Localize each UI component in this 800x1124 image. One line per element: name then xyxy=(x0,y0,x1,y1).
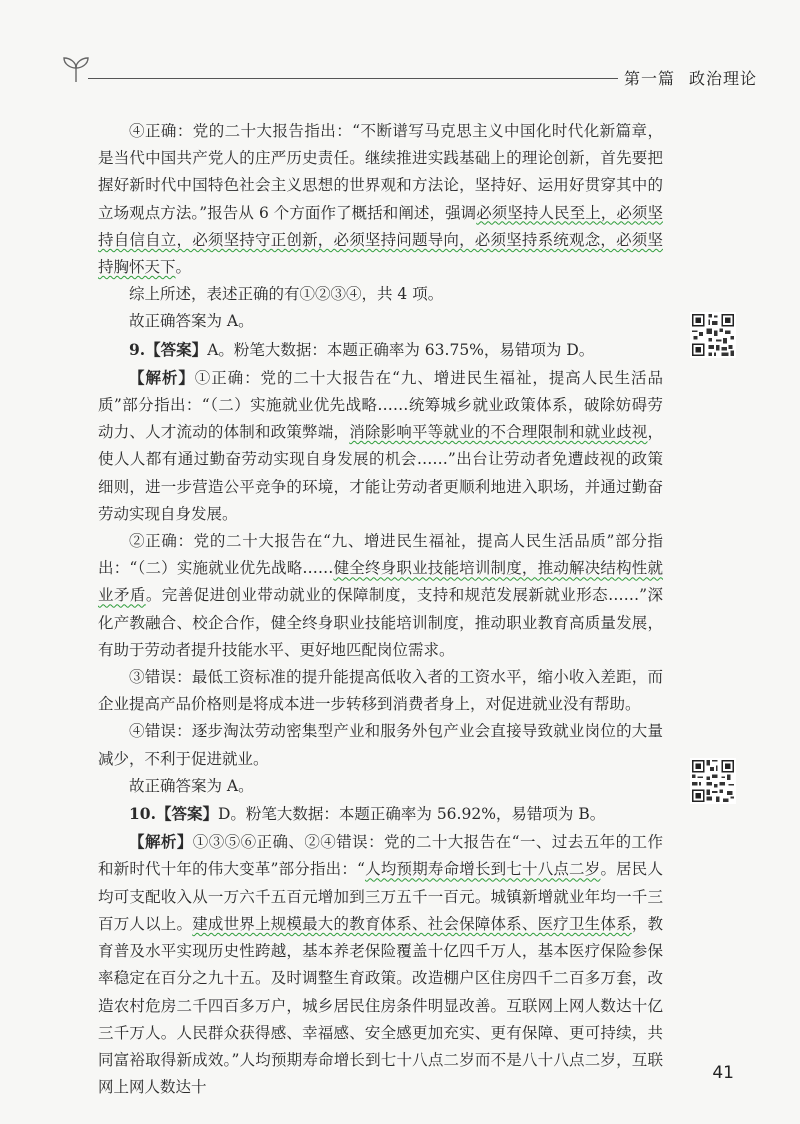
page-number: 41 xyxy=(712,1063,734,1083)
body-text: A。粉笔大数据：本题正确率为 63.75%，易错项为 D。 xyxy=(207,340,595,359)
paragraph xyxy=(98,281,663,308)
header-rule xyxy=(88,78,618,79)
body-text: ④正确：党的二十大报告指出：“不断谱写马克思主义中国化时代化新篇章，是当代中国共产党人的庄严历史责任。继续推进实践基础上的理论创新，首先要把握好新时代中国特色社会主义思想的世界观和方法论，坚持好、运用好贯穿其中的立场观点方法。”报告从 6 个方面作了概括和阐述，强调 xyxy=(98,122,663,222)
paragraph xyxy=(98,800,663,828)
body-text: 故正确答案为 A。 xyxy=(129,312,254,331)
body-text: ③错误：最低工资标准的提升能提高低收入者的工资水平，缩小收入差距，而企业提高产品价格则是将成本进一步转移到消费者身上，对促进就业没有帮助。 xyxy=(98,668,663,714)
header-part: 第一篇 xyxy=(624,69,676,88)
page-body xyxy=(98,118,663,1101)
label-text: 10.【答案】 xyxy=(129,804,218,824)
paragraph xyxy=(98,664,663,718)
body-text: ，教育普及水平实现历史性跨越，基本养老保险覆盖十亿四千万人，基本医疗保险参保率稳定在百分之九十五。及时调整生育政策。改造棚户区住房四千二百多万套，改造农村危房二千四百多万户，城乡居民住房条件明显改善。互联网上网人数达十亿三千万人。人民群众获得感、幸福感、安全感更加充实、更有保障、更可持续，共同富裕取得新成效。”人均预期寿命增长到七十八点二岁而不是八十八点二岁，互联网上网人数达十 xyxy=(98,914,663,1097)
paragraph xyxy=(98,364,663,528)
body-text: 。 xyxy=(175,258,192,277)
qr-code-2 xyxy=(690,758,736,804)
paragraph xyxy=(98,118,663,281)
paragraph xyxy=(98,308,663,335)
label-text: 9.【答案】 xyxy=(129,339,208,359)
paragraph xyxy=(98,828,663,1101)
qr-code-icon xyxy=(690,758,736,804)
body-text: 故正确答案为 A。 xyxy=(129,776,254,795)
body-text: ④错误：逐步淘汰劳动密集型产业和服务外包产业会直接导致就业岗位的大量减少，不利于促进就业。 xyxy=(98,722,663,768)
body-text: D。粉笔大数据：本题正确率为 56.92%，易错项为 B。 xyxy=(217,805,606,824)
body-text: 。完善促进创业带动就业的保障制度，支持和规范发展新就业形态……”深化产教融合、校企合作，健全终身职业技能培训制度，推动职业教育高质量发展，有助于劳动者提升技能水平、更好地匹配岗位需求。 xyxy=(98,586,663,659)
label-text: 【解析】 xyxy=(129,832,193,852)
paragraph xyxy=(98,773,663,800)
highlighted-text: 消除影响平等就业的不合理限制和就业歧视 xyxy=(349,423,648,442)
sprout-icon xyxy=(60,54,92,84)
body-text: 。居民人均可支配收入从一万六千五百元增加到三万五千一百元。城镇新增就业年均一千三百万人以上。 xyxy=(98,860,663,933)
header-title: 政治理论 xyxy=(689,69,758,88)
highlighted-text: 人均预期寿命增长到七十八点二岁 xyxy=(364,860,601,879)
body-text: 综上所述，表述正确的有①②③④，共 4 项。 xyxy=(129,285,444,304)
qr-code-1 xyxy=(690,312,736,358)
paragraph xyxy=(98,528,663,664)
paragraph xyxy=(98,336,663,364)
body-text: ①③⑤⑥正确、②④错误：党的二十大报告在“一、过去五年的工作和新时代十年的伟大变革”部分指出：“ xyxy=(98,833,663,879)
label-text: 【解析】 xyxy=(129,367,195,387)
paragraph xyxy=(98,718,663,772)
qr-code-icon xyxy=(690,312,736,358)
highlighted-text: 建成世界上规模最大的教育体系、社会保障体系、医疗卫生体系 xyxy=(192,914,632,933)
body-text: ，使人人都有通过勤奋劳动实现自身发展的机会……”出台让劳动者免遭歧视的政策细则，进一步营造公平竞争的环境，才能让劳动者更顺利地进入职场，并通过勤奋劳动实现自身发展。 xyxy=(98,423,663,523)
highlighted-text: 健全终身职业技能培训制度，推动解决结构性就业矛盾 xyxy=(98,559,663,605)
running-header xyxy=(624,66,757,89)
highlighted-text: 必须坚持人民至上，必须坚持自信自立，必须坚持守正创新，必须坚持问题导向，必须坚持系统观念，必须坚持胸怀天下 xyxy=(98,203,663,277)
body-text: ②正确：党的二十大报告在“九、增进民生福祉，提高人民生活品质”部分指出：“（二）实施就业优先战略…… xyxy=(98,532,663,578)
body-text: ①正确：党的二十大报告在“九、增进民生福祉，提高人民生活品质”部分指出：“（二）实施就业优先战略……统筹城乡就业政策体系，破除妨碍劳动力、人才流动的体制和政策弊端， xyxy=(98,368,663,442)
